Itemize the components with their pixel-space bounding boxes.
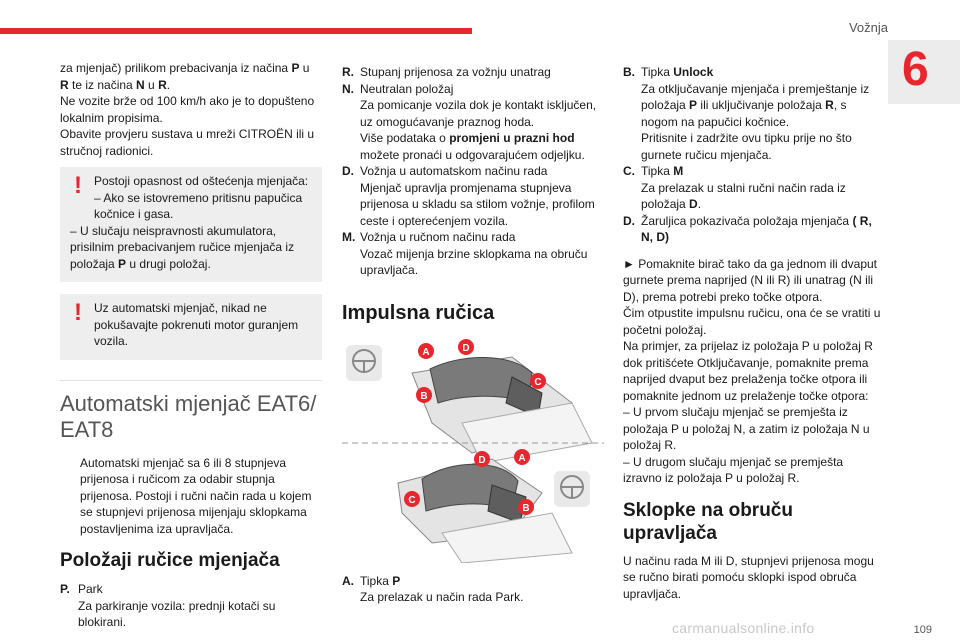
warning-icon: ! — [74, 172, 82, 199]
callout-A-bottom — [514, 449, 530, 465]
gearbox-description: Automatski mjenjač sa 6 ili 8 stupnjeva prijenosa i ručicom za odabir stupnja prijenosa. Postoji i ručni način rada u kojem se stupnjevi prijenosa mijenjaju sklopkama postavljenima iza upravljača. — [80, 455, 312, 536]
column-3 — [623, 64, 885, 602]
callout-C-top — [530, 373, 546, 389]
instruction-case-1: – U prvom slučaju mjenjač se premješta iz položaja P u položaj N, a zatim iz položaja N u položaj R. — [623, 405, 870, 452]
svg-text:D: D — [462, 342, 470, 354]
svg-text:B: B — [522, 502, 530, 514]
svg-text:C: C — [408, 494, 416, 506]
instruction-case-2: – U drugom slučaju mjenjač se premješta izravno iz položaja P u položaj R. — [623, 454, 844, 485]
button-C-description: C. Tipka M Za prelazak u stalni ručni način rada iz položaja D. — [623, 164, 846, 211]
chapter-number: 6 — [902, 43, 929, 96]
button-A-description: A. Tipka P Za prelazak u način rada Park. — [342, 573, 524, 604]
watermark: carmanualsonline.info — [672, 620, 815, 636]
service-text: Obavite provjeru sustava u mreži CITROËN ili u stručnoj radionici. — [60, 127, 315, 158]
position-P: P. Park Za parkiranje vozila: prednji kotači su blokirani. — [60, 582, 276, 629]
gear-lever-bottom — [398, 459, 572, 563]
instruction-release: Čim otpustite impulsnu ručicu, ona će se vratiti u početni položaj. — [623, 306, 881, 337]
callout-B-top — [416, 387, 432, 403]
svg-text:A: A — [422, 346, 430, 358]
column-2 — [342, 64, 604, 606]
instruction-push-lever: ► Pomaknite birač tako da ga jednom ili dvaput gurnete prema naprijed (N ili R) ili unatrag (N ili D), prema potrebi preko točke otpora. — [623, 256, 878, 304]
heading-impulse-lever: Impulsna ručica — [342, 301, 495, 324]
instruction-example: Na primjer, za prijelaz iz položaja P u položaj R dok pritišćete Otključavanje, pomaknite prema naprijed dvaput bez prelaženja točke otpora ili pomaknite jednom uz prelaženje točke otpora: — [623, 339, 873, 403]
intro-paragraph: za mjenjač) prilikom prebacivanja iz načina P u R te iz načina N u R. — [60, 61, 310, 92]
svg-text:C: C — [534, 376, 542, 388]
gear-lever-top — [412, 357, 592, 463]
heading-paddle-shifters: Sklopke na obruču upravljača — [623, 499, 793, 544]
callout-B-bottom — [518, 499, 534, 515]
impulse-lever-illustration — [342, 333, 604, 563]
speed-limit-text: Ne vozite brže od 100 km/h ako je to dopušteno lokalnim propisima. — [60, 94, 315, 125]
heading-lever-positions: Položaji ručice mjenjača — [60, 550, 280, 571]
position-M: M. Vožnja u ručnom načinu rada Vozač mijenja brzine sklopkama na obruču upravljača. — [342, 230, 588, 277]
position-D: D. Vožnja u automatskom načinu rada Mjenjač upravlja promjenama stupnjeva prijenosa u skladu sa stilom vožnje, profilom ceste i opterećenjem vozila. — [342, 164, 595, 228]
button-B-description: B. Tipka Unlock Za otključavanje mjenjača i premještanje iz položaja P ili uključivanje položaja R, s nogom na papučici kočnice. Pritisnite i zadržite ovu tipku prije no što gurnete ručicu mjenjača. — [623, 65, 870, 162]
steering-wheel-icon — [554, 471, 590, 507]
section-title: Vožnja — [848, 20, 888, 35]
column-1 — [60, 60, 322, 631]
warning-notice-push-start: ! Uz automatski mjenjač, nikad ne pokušavajte pokrenuti motor guranjem vozila. — [60, 294, 322, 360]
warning-icon: ! — [74, 299, 82, 326]
svg-text:B: B — [420, 390, 428, 402]
page-number: 109 — [913, 624, 932, 636]
callout-C-bottom — [404, 491, 420, 507]
svg-text:A: A — [518, 452, 526, 464]
callout-D-bottom — [474, 451, 490, 467]
position-N: N. Neutralan položaj Za pomicanje vozila dok je kontakt isključen, uz omogućavanje praznog hoda. Više podataka o promjeni u prazni hod možete pronaći u odgovarajućem odjeljku. — [342, 81, 597, 162]
top-accent-bar — [0, 28, 472, 34]
paddle-description: U načinu rada M ili D, stupnjevi prijenosa mogu se ručno birati pomoću sklopki ispod obruča upravljača. — [623, 553, 874, 601]
steering-wheel-icon — [346, 345, 382, 381]
indicator-D-description: D. Žaruljica pokazivača položaja mjenjača ( R, N, D) — [623, 213, 872, 244]
heading-automatic-gearbox: Automatski mjenjač EAT6/ EAT8 — [60, 380, 322, 443]
position-R: R. Stupanj prijenosa za vožnju unatrag — [342, 65, 551, 79]
callout-A-top — [418, 343, 434, 359]
svg-text:D: D — [478, 454, 486, 466]
callout-D-top — [458, 339, 474, 355]
warning-notice-damage: ! Postoji opasnost od oštećenja mjenjača: – Ako se istovremeno pritisnu papučica kočnice i gasa. – U slučaju neispravnosti akumulatora, prisilnim prebacivanjem ručice mjenjača iz položaja P u drugi položaj. — [60, 167, 322, 282]
